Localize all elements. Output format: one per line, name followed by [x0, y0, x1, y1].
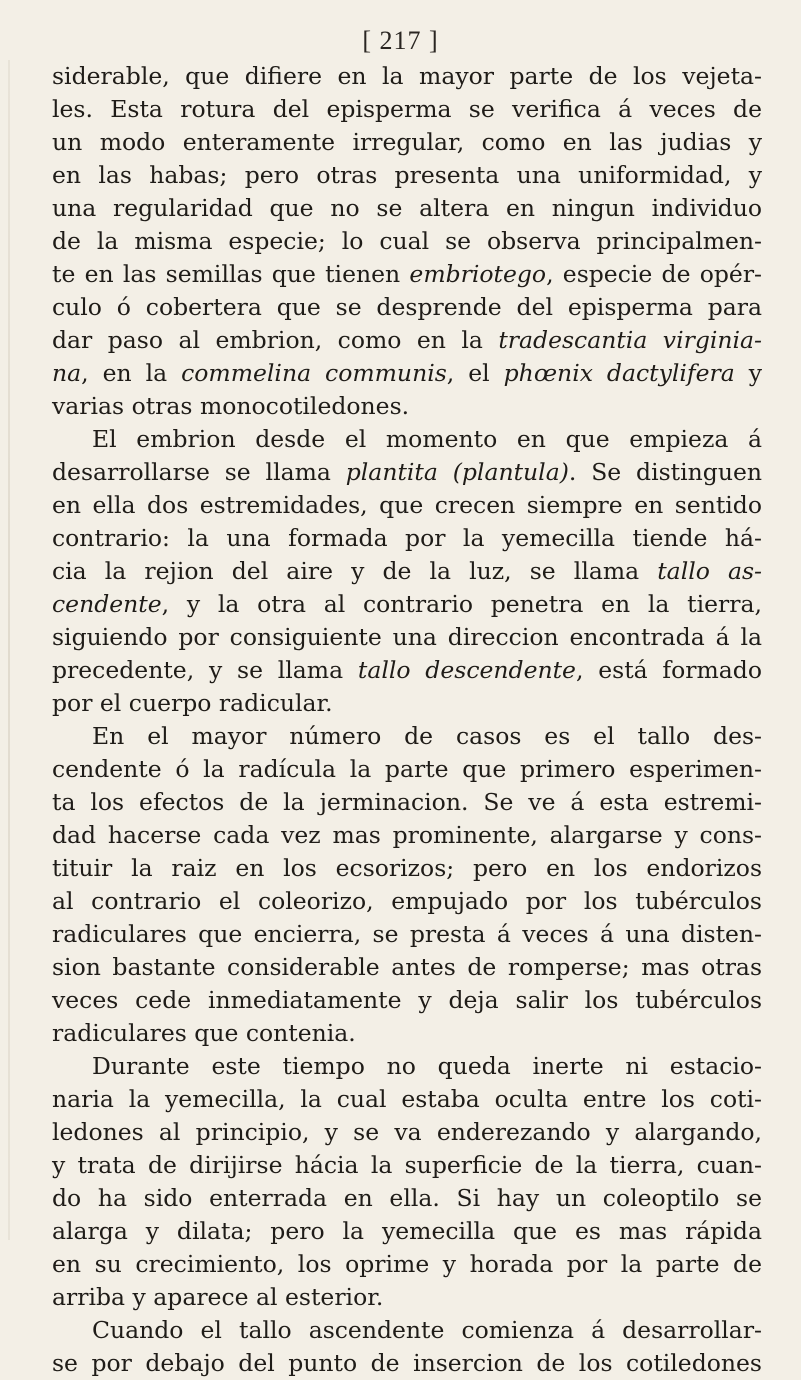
text-segment: El embrion desde el momento en que empieza á [92, 425, 762, 453]
text-segment: desarrollarse se llama [52, 458, 346, 486]
italic-term: na [52, 359, 82, 387]
text-line [52, 1281, 762, 1314]
text-segment: ledones al principio, y se va enderezando y alargando, [52, 1118, 762, 1146]
italic-term: tallo descendente [357, 656, 576, 684]
text-line [52, 984, 762, 1017]
text-segment: do ha sido enterrada en ella. Si hay un coleoptilo se [52, 1184, 762, 1212]
text-line [52, 1017, 762, 1050]
text-line [52, 555, 762, 588]
text-line [52, 489, 762, 522]
text-segment: , el [446, 359, 504, 387]
text-segment: contrario: la una formada por la yemecilla tiende há- [52, 524, 762, 552]
page-gutter-shadow [8, 60, 10, 1240]
text-line [52, 225, 762, 258]
text-segment: veces cede inmediatamente y deja salir los tubérculos [52, 986, 762, 1014]
text-segment: , y la otra al contrario penetra en la tierra, [161, 590, 762, 618]
text-segment: dad hacerse cada vez mas prominente, alargarse y cons- [52, 821, 762, 849]
text-line [52, 951, 762, 984]
text-segment: y [734, 359, 762, 387]
text-line [52, 126, 762, 159]
text-segment: dar paso al embrion, como en la [52, 326, 499, 354]
text-line [52, 324, 762, 357]
italic-term: tradescantia virginia- [498, 326, 762, 354]
text-line [52, 423, 762, 456]
text-segment: Durante este tiempo no queda inerte ni estacio- [92, 1052, 762, 1080]
text-line [52, 786, 762, 819]
text-segment: culo ó cobertera que se desprende del episperma para [52, 293, 762, 321]
text-segment: ta los efectos de la jerminacion. Se ve á esta estremi- [52, 788, 762, 816]
text-line [52, 720, 762, 753]
text-segment: sion bastante considerable antes de romperse; mas otras [52, 953, 762, 981]
text-line [52, 390, 762, 423]
text-line [52, 588, 762, 621]
text-segment: alarga y dilata; pero la yemecilla que es mas rápida [52, 1217, 762, 1245]
text-line [52, 1050, 762, 1083]
text-segment: por el cuerpo radicular. [52, 689, 333, 717]
text-segment: cia la rejion del aire y de la luz, se llama [52, 557, 658, 585]
italic-term: tallo as- [657, 557, 762, 585]
text-line [52, 192, 762, 225]
text-segment: varias otras monocotiledones. [52, 392, 410, 420]
text-line [52, 159, 762, 192]
italic-term: commelina communis [181, 359, 447, 387]
text-line [52, 1215, 762, 1248]
italic-term: phœnix dactylifera [503, 359, 735, 387]
text-line [52, 885, 762, 918]
text-segment: En el mayor número de casos es el tallo des- [92, 722, 762, 750]
text-line [52, 258, 762, 291]
text-segment: un modo enteramente irregular, como en las judias y [52, 128, 762, 156]
italic-term: embriotego [409, 260, 547, 288]
text-line [52, 291, 762, 324]
text-line [52, 60, 762, 93]
text-line [52, 687, 762, 720]
text-line [52, 1083, 762, 1116]
text-line [52, 456, 762, 489]
text-segment: , está formado [575, 656, 762, 684]
text-segment: siderable, que difiere en la mayor parte de los vejeta- [52, 62, 762, 90]
text-segment: cendente ó la radícula la parte que primero esperimen- [52, 755, 762, 783]
text-segment: tituir la raiz en los ecsorizos; pero en los endorizos [52, 854, 762, 882]
text-line [52, 918, 762, 951]
text-line [52, 1116, 762, 1149]
body-text [52, 60, 762, 1380]
italic-term: cendente [52, 590, 162, 618]
text-segment: les. Esta rotura del episperma se verifica á veces de [52, 95, 762, 123]
text-line [52, 621, 762, 654]
page-number: [ 217 ] [362, 26, 439, 55]
text-segment: de la misma especie; lo cual se observa principalmen- [52, 227, 762, 255]
text-line [52, 753, 762, 786]
text-segment: una regularidad que no se altera en ningun individuo [52, 194, 762, 222]
text-line [52, 1347, 762, 1380]
text-segment: arriba y aparece al esterior. [52, 1283, 384, 1311]
text-segment: al contrario el coleorizo, empujado por los tubérculos [52, 887, 762, 915]
text-segment: y trata de dirijirse hácia la superficie de la tierra, cuan- [52, 1151, 762, 1179]
text-line [52, 819, 762, 852]
text-line [52, 1248, 762, 1281]
text-segment: , en la [81, 359, 182, 387]
text-segment: radiculares que encierra, se presta á veces á una disten- [52, 920, 762, 948]
text-line [52, 357, 762, 390]
text-segment: . Se distinguen [568, 458, 762, 486]
text-line [52, 852, 762, 885]
text-segment: en las habas; pero otras presenta una uniformidad, y [52, 161, 762, 189]
text-line [52, 654, 762, 687]
text-segment: radiculares que contenia. [52, 1019, 356, 1047]
text-segment: siguiendo por consiguiente una direccion encontrada á la [52, 623, 762, 651]
text-line [52, 1149, 762, 1182]
text-segment: en ella dos estremidades, que crecen siempre en sentido [52, 491, 762, 519]
text-segment: se por debajo del punto de insercion de los cotiledones [52, 1349, 762, 1377]
text-segment: , especie de opér- [546, 260, 762, 288]
text-segment: en su crecimiento, los oprime y horada por la parte de [52, 1250, 762, 1278]
text-line [52, 522, 762, 555]
text-segment: naria la yemecilla, la cual estaba oculta entre los coti- [52, 1085, 762, 1113]
text-line [52, 1314, 762, 1347]
text-segment: precedente, y se llama [52, 656, 358, 684]
italic-term: plantita (plantula) [345, 458, 569, 486]
text-segment: te en las semillas que tienen [52, 260, 410, 288]
text-line [52, 1182, 762, 1215]
text-segment: Cuando el tallo ascendente comienza á desarrollar- [92, 1316, 762, 1344]
text-line [52, 93, 762, 126]
